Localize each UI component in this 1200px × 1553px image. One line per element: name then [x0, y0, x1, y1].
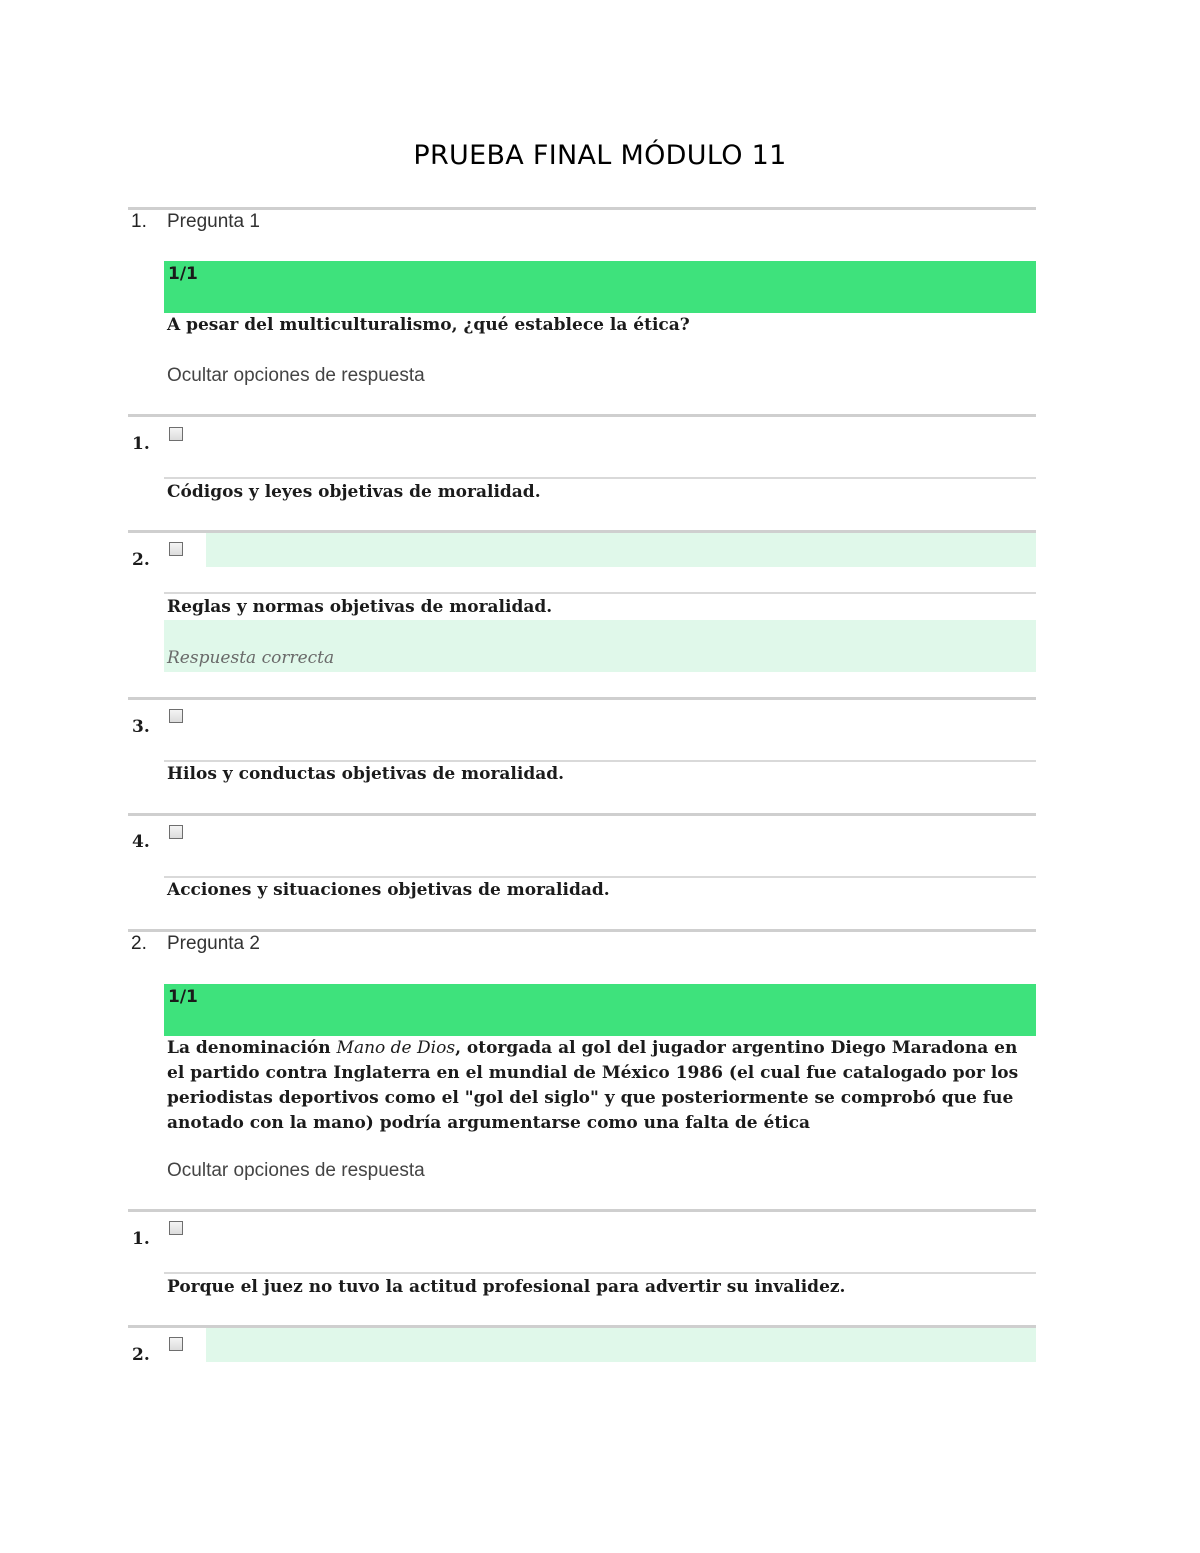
option-checkbox[interactable] — [169, 1221, 183, 1235]
question-text: La denominación Mano de Dios, otorgada al gol del jugador argentino Diego Maradona en el partido contra Inglaterra en el mundial de México 1986 (el cual fue catalogado por los periodistas deportivos como el "gol del siglo" y que posteriormente se comprobó que fue anotado con la mano) podría argumentarse como una falta de ética — [167, 1038, 1019, 1133]
divider — [128, 697, 1036, 700]
option-text: Hilos y conductas objetivas de moralidad. — [167, 764, 565, 784]
divider — [128, 929, 1036, 932]
divider — [164, 477, 1036, 479]
option-text: Reglas y normas objetivas de moralidad. — [167, 597, 553, 617]
option-checkbox[interactable] — [169, 709, 183, 723]
question-number: 1. — [131, 211, 147, 232]
score-value: 1/1 — [168, 264, 198, 284]
option-number: 2. — [132, 1345, 150, 1365]
divider — [164, 876, 1036, 878]
divider — [128, 414, 1036, 417]
option-checkbox[interactable] — [169, 1337, 183, 1351]
option-text: Acciones y situaciones objetivas de moralidad. — [167, 880, 610, 900]
divider — [128, 1209, 1036, 1212]
option-text: Porque el juez no tuvo la actitud profesional para advertir su invalidez. — [167, 1277, 846, 1297]
divider — [128, 207, 1036, 210]
option-number: 1. — [132, 434, 150, 454]
hide-options-link[interactable]: Ocultar opciones de respuesta — [167, 365, 425, 386]
question-text: A pesar del multiculturalismo, ¿qué establece la ética? — [167, 315, 690, 335]
score-bar — [164, 261, 1036, 313]
option-checkbox[interactable] — [169, 427, 183, 441]
option-text: Códigos y leyes objetivas de moralidad. — [167, 482, 541, 502]
option-number: 4. — [132, 832, 150, 852]
divider — [164, 592, 1036, 594]
option-highlight — [206, 533, 1036, 567]
page-title: PRUEBA FINAL MÓDULO 11 — [413, 140, 787, 171]
divider — [128, 813, 1036, 816]
option-number: 3. — [132, 717, 150, 737]
correct-answer-feedback: Respuesta correcta — [167, 648, 335, 668]
question-label: Pregunta 1 — [167, 211, 260, 232]
score-bar — [164, 984, 1036, 1036]
question-label: Pregunta 2 — [167, 933, 260, 954]
option-number: 1. — [132, 1229, 150, 1249]
option-checkbox[interactable] — [169, 825, 183, 839]
divider — [164, 1272, 1036, 1274]
hide-options-link[interactable]: Ocultar opciones de respuesta — [167, 1160, 425, 1181]
option-number: 2. — [132, 550, 150, 570]
divider — [164, 760, 1036, 762]
score-value: 1/1 — [168, 987, 198, 1007]
option-highlight — [206, 1328, 1036, 1362]
option-checkbox[interactable] — [169, 542, 183, 556]
question-number: 2. — [131, 933, 147, 954]
